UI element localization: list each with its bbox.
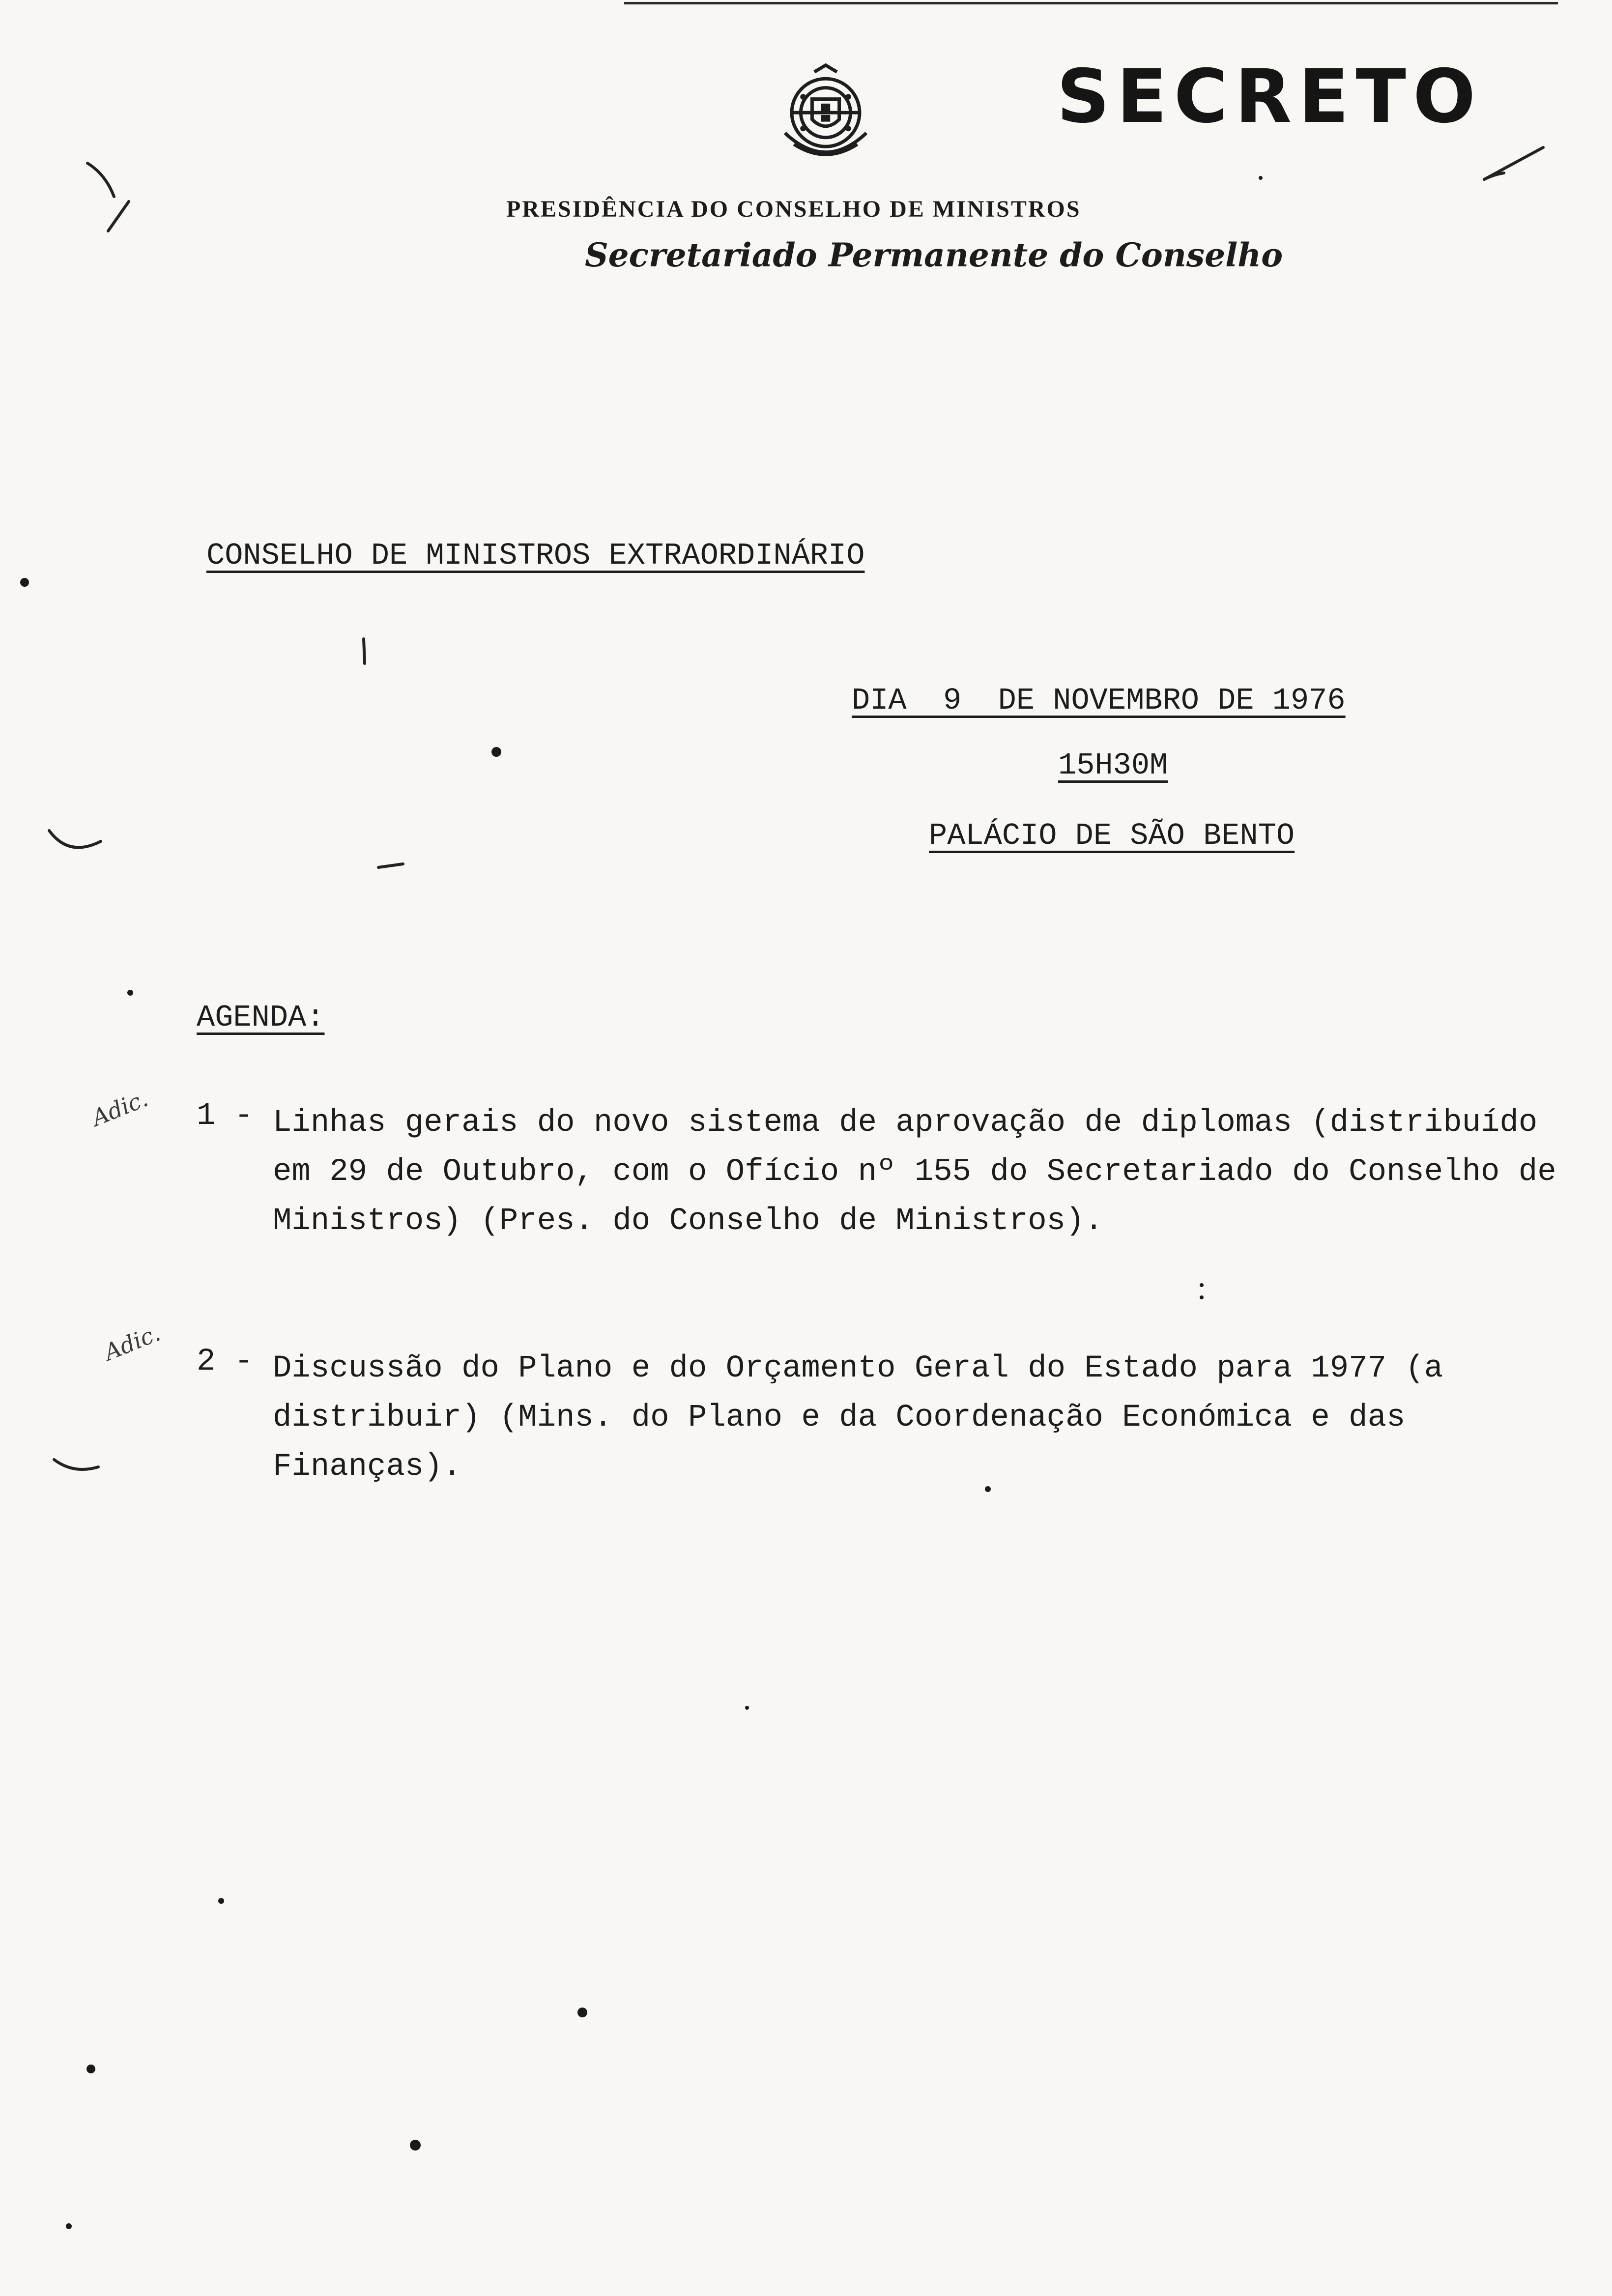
classification-stamp: SECRETO	[1057, 54, 1483, 140]
coat-of-arms-seal	[769, 63, 882, 176]
meeting-time: 15H30M	[1058, 748, 1168, 783]
agenda-heading: AGENDA:	[197, 1000, 325, 1035]
handwritten-annotation: Adic.	[88, 1085, 152, 1132]
handwritten-annotation: Adic.	[100, 1319, 164, 1366]
agenda-item-number: 1 -	[197, 1098, 254, 1134]
meeting-place: PALÁCIO DE SÃO BENTO	[929, 818, 1295, 853]
office-heading: PRESIDÊNCIA DO CONSELHO DE MINISTROS	[506, 196, 1081, 222]
agenda-item-text: Linhas gerais do novo sistema de aprovação de diplomas (distribuído em 29 de Outubro, com o Ofício nº 155 do Secretariado do Conselho de Ministros) (Pres. do Conselho de Ministros).	[273, 1105, 1556, 1239]
agenda-item-text: Discussão do Plano e do Orçamento Geral do Estado para 1977 (a distribuir) (Mins. do Plano e da Coordenação Económica e das Finanças).	[273, 1351, 1443, 1485]
meeting-title: CONSELHO DE MINISTROS EXTRAORDINÁRIO	[206, 538, 865, 573]
department-heading: Secretariado Permanente do Conselho	[585, 236, 1283, 274]
top-edge-rule	[624, 2, 1558, 4]
meeting-date: DIA 9 DE NOVEMBRO DE 1976	[852, 683, 1346, 718]
agenda-item-number: 2 -	[197, 1344, 254, 1379]
